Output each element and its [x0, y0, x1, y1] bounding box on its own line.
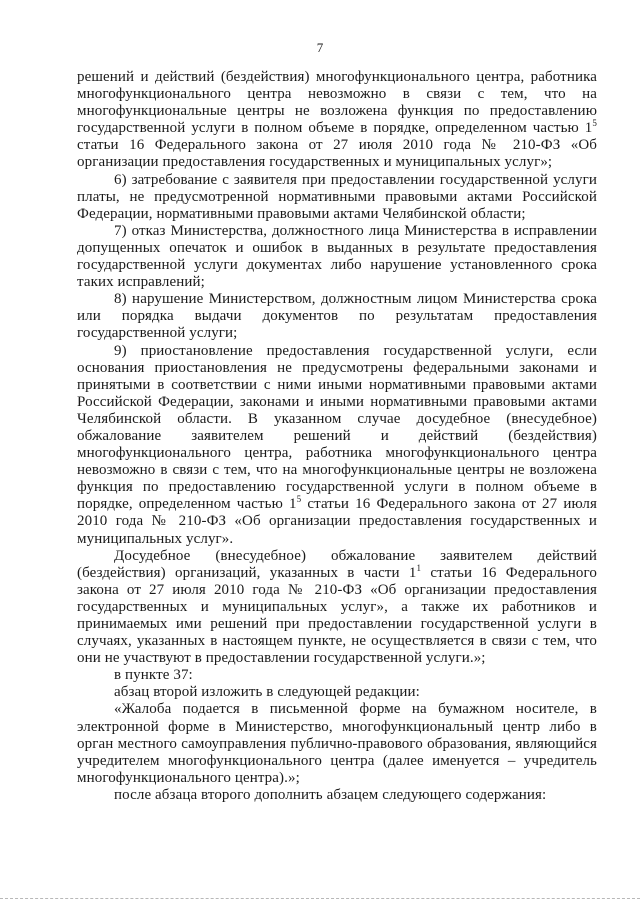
paragraph-9: «Жалоба подается в письменной форме на бумажном носителе, в электронной форме в Министерство, многофункциональный центр либо в орган местного самоуправления публично-правового образования, являющийся учредителем многофункционального центра (далее именуется – учредитель многофункционального центра).»; [77, 701, 597, 786]
paragraph-5: 9) приостановление предоставления государственной услуги, если основания приостановления не предусмотрены федеральными законами и принятыми в соответствии с ними иными нормативными правовыми актами Российской Федерации, законами и иными нормативными правовыми актами Челябинской области. В указанном случае досудебное (внесудебное) обжалование заявителем решений и действий (бездействия) многофункционального центра, работника многофункционального центра невозможно в связи с тем, что на многофункциональные центры не возложена функция по предоставлению государственной услуги в полном объеме в порядке, определенном частью $1^5$ статьи 16 Федерального закона от 27 июля 2010 года № 210-ФЗ «Об организации предоставления государственных и муниципальных услуг». [77, 342, 598, 547]
paragraph-3: 7) отказ Министерства, должностного лица Министерства в исправлении допущенных опечаток и ошибок в выданных в результате предоставления государственной услуги документах либо нарушение установленного срока таких исправлений; [77, 222, 597, 291]
paragraph-1: решений и действий (бездействия) многофункционального центра, работника многофункционального центра невозможно в связи с тем, что на многофункциональные центры не возложена функция по предоставлению государственной услуги в полном объеме в порядке, определенном частью $1^5$ статьи 16 Федерального закона от 27 июля 2010 года № 210-ФЗ «Об организации предоставления государственных и муниципальных услуг»; [77, 69, 597, 171]
paragraph-6: Досудебное (внесудебное) обжалование заявителем действий (бездействия) организаций, указанных в части $1^1$ статьи 16 Федерального закона от 27 июля 2010 года № 210-ФЗ «Об организации предоставления государственных и муниципальных услуг», а также их работников и принимаемых ими решений при предоставлении государственной услуги в случаях, указанных в настоящем пункте, не осуществляется в связи с тем, что они не участвуют в предоставлении государственной услуги.»; [77, 547, 597, 667]
paragraph-8: абзац второй изложить в следующей редакции: [114, 684, 420, 701]
paragraph-2: 6) затребование с заявителя при предоставлении государственной услуги платы, не предусмотренной нормативными правовыми актами Российской Федерации, нормативными правовыми актами Челябинской области; [77, 171, 597, 222]
paragraph-7: в пункте 37: [114, 667, 193, 684]
paragraph-10: после абзаца второго дополнить абзацем следующего содержания: [114, 786, 547, 803]
document-body [77, 69, 597, 804]
page-footer-divider [0, 898, 640, 899]
paragraph-4: 8) нарушение Министерством, должностным лицом Министерства срока или порядка выдачи документов по результатам предоставления государственной услуги; [77, 291, 597, 342]
page-number: 7 [316, 40, 324, 55]
